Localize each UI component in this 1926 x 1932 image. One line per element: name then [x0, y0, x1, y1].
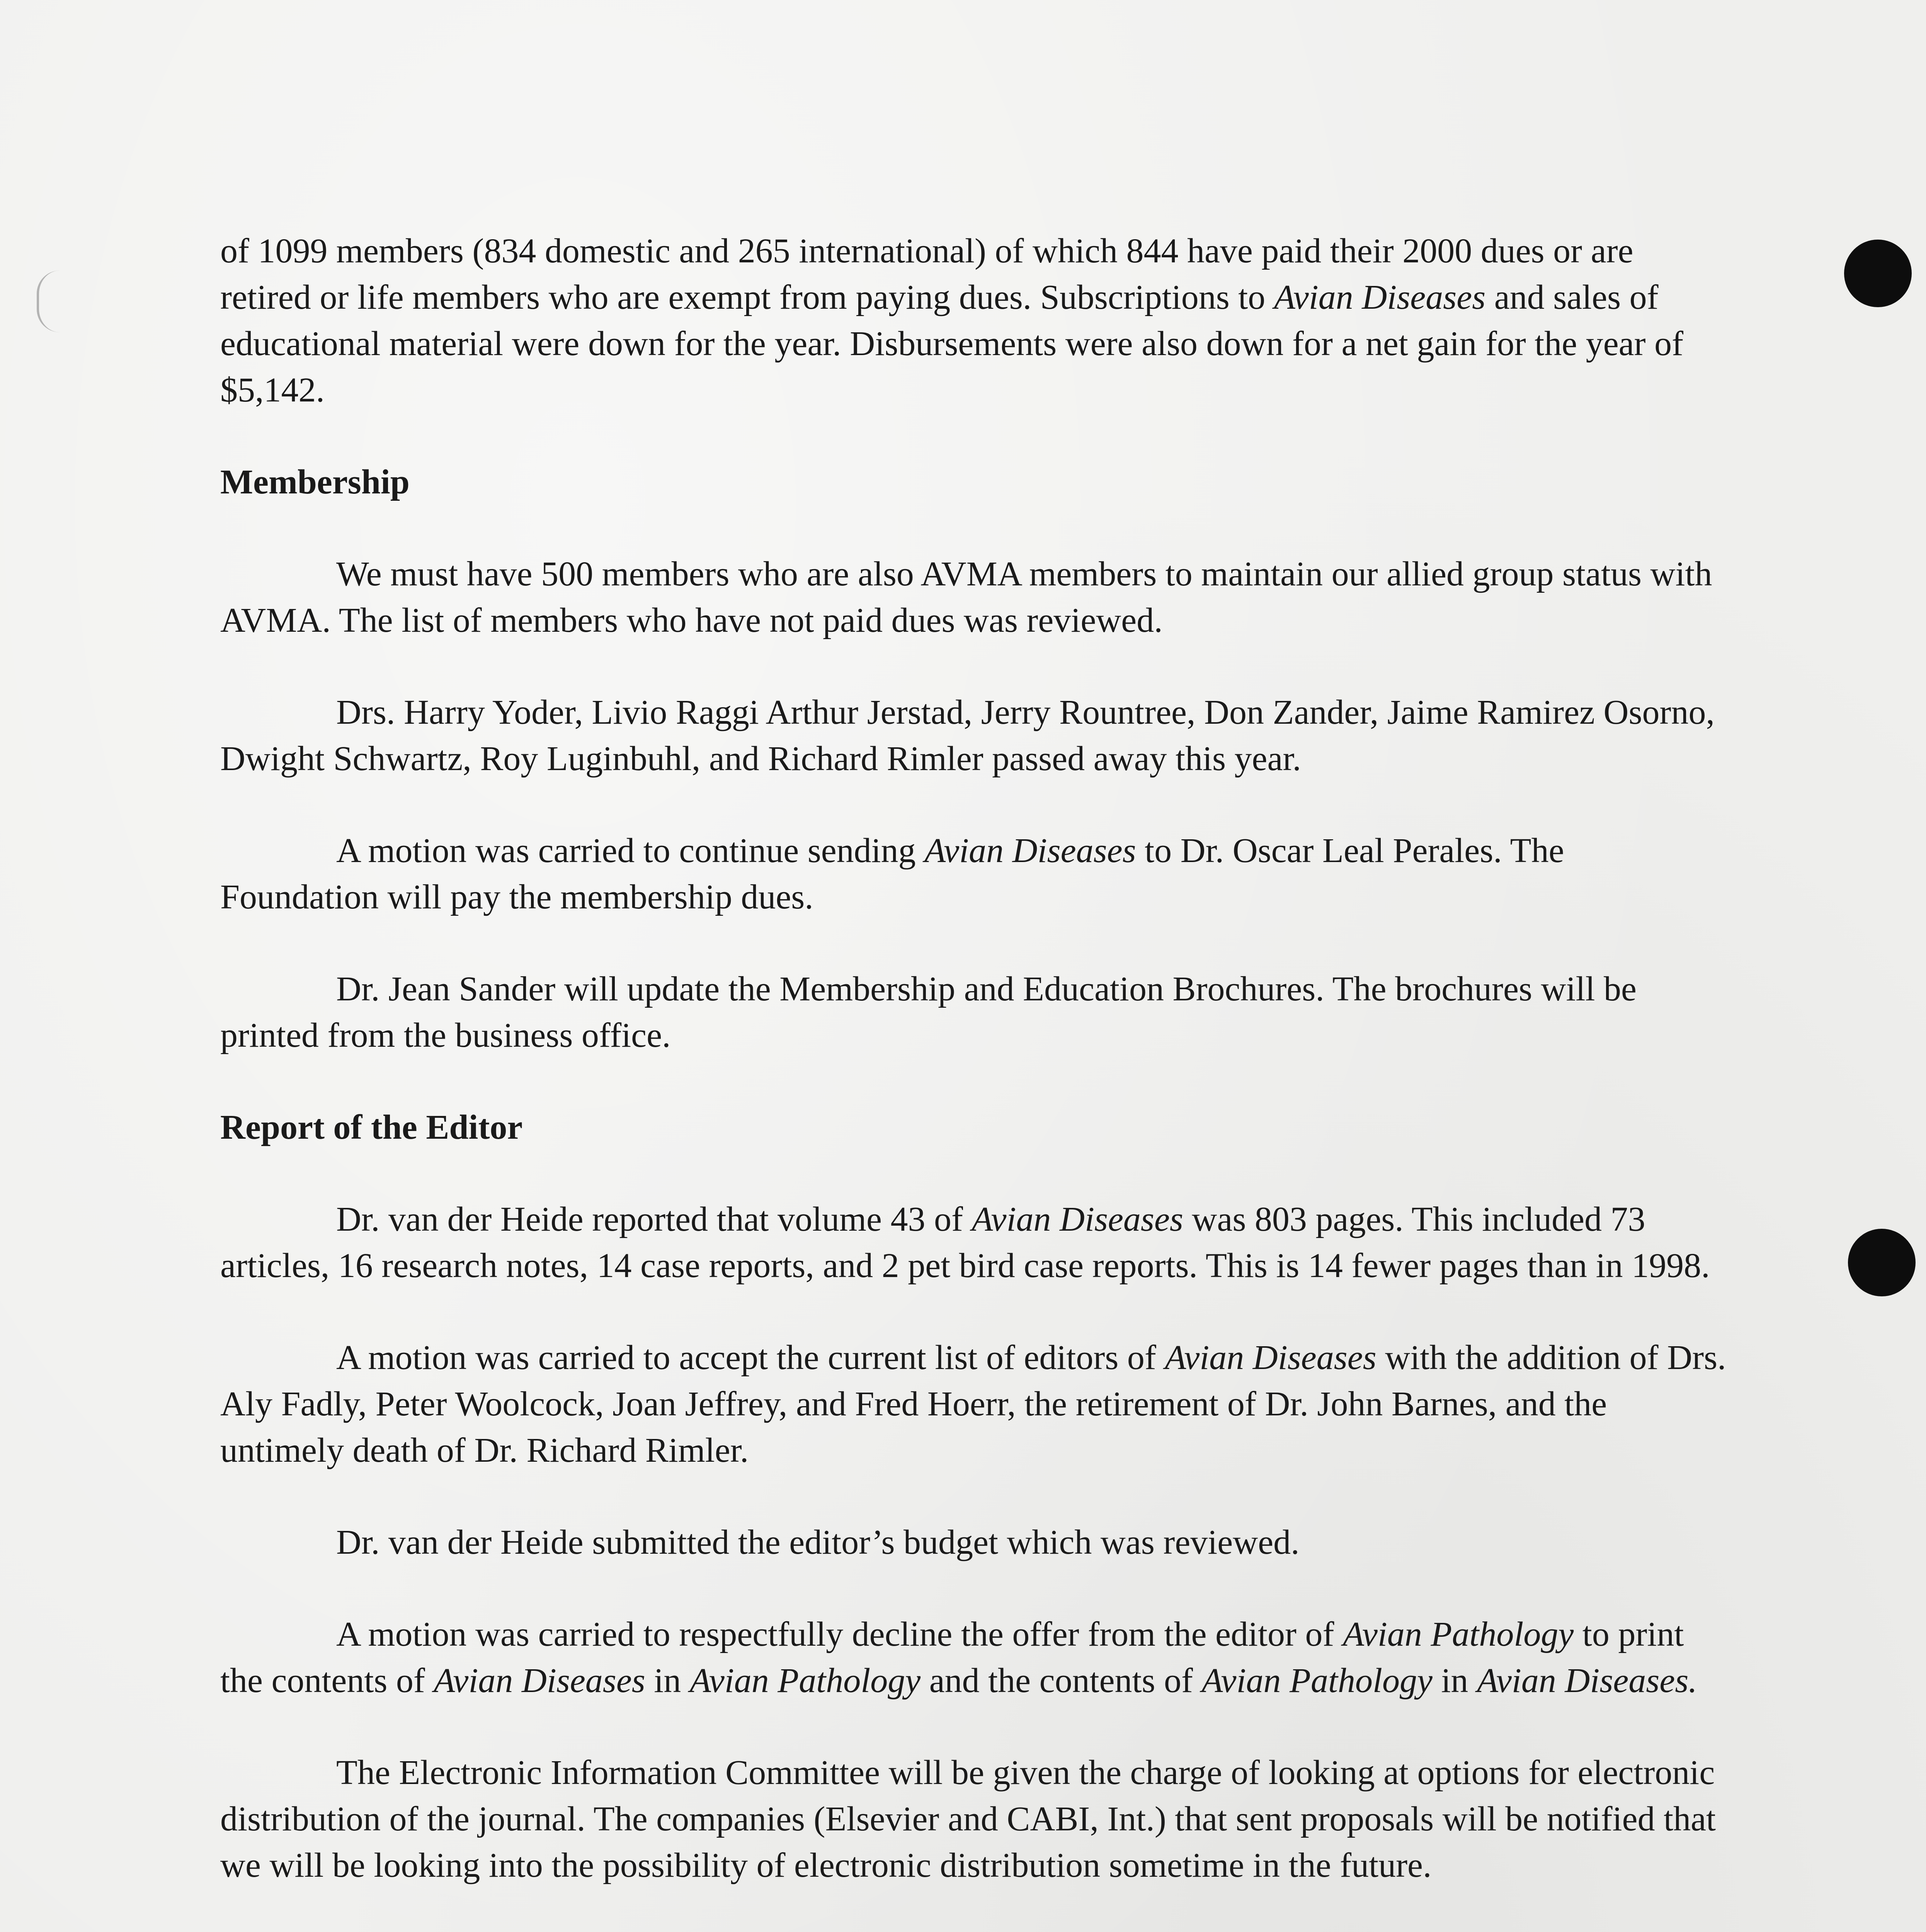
journal-title: Avian Diseases	[1165, 1338, 1376, 1377]
journal-title: Avian Diseases	[972, 1200, 1183, 1238]
paragraph-avian-pathology	[220, 1611, 1727, 1704]
text-run: in	[1432, 1662, 1477, 1700]
punch-hole	[1844, 240, 1912, 307]
section-heading-membership: Membership	[220, 463, 410, 501]
margin-mark	[37, 270, 85, 332]
text-run: in	[645, 1662, 690, 1700]
text-run: A motion was carried to respectfully decline the offer from the editor of	[336, 1615, 1343, 1653]
journal-title: Avian Diseases.	[1477, 1662, 1697, 1700]
text-run: Dr. van der Heide reported that volume 43 of	[336, 1200, 972, 1238]
journal-title: Avian Pathology	[1342, 1615, 1574, 1653]
paragraph-motion-perales	[220, 828, 1727, 920]
paragraph-volume-43	[220, 1196, 1727, 1289]
section-heading-editor: Report of the Editor	[220, 1108, 523, 1146]
text-run: of 1099 members (834 domestic and 265 international) of which 844 have paid their 2000 dues or are retired or life members who are exempt from paying dues. Subscriptions to	[220, 232, 1633, 316]
text-run: A motion was carried to continue sending	[336, 832, 925, 870]
paragraph-avma: We must have 500 members who are also AVMA members to maintain our allied group status with AVMA. The list of members who have not paid dues was reviewed.	[220, 555, 1712, 639]
document-body	[220, 228, 1727, 1932]
text-run: and sales of educational material were down for the year. Disbursements were also down for a net gain for the year of $5,142.	[220, 278, 1684, 409]
journal-title: Avian Pathology	[689, 1662, 921, 1700]
text-run: was 803 pages. This included 73 articles, 16 research notes, 14 case reports, and 2 pet bird case reports. This is 14 fewer pages than in 1998.	[220, 1200, 1710, 1285]
paragraph-editors-list	[220, 1335, 1727, 1474]
punch-hole	[1848, 1229, 1916, 1296]
paragraph-deceased: Drs. Harry Yoder, Livio Raggi Arthur Jerstad, Jerry Rountree, Don Zander, Jaime Ramirez Osorno, Dwight Schwartz, Roy Luginbuhl, and Richard Rimler passed away this year.	[220, 693, 1715, 778]
text-run: and the contents of	[920, 1662, 1202, 1700]
text-run: A motion was carried to accept the current list of editors of	[336, 1338, 1165, 1377]
paragraph-finances	[220, 228, 1727, 413]
paragraph-brochures: Dr. Jean Sander will update the Membership and Education Brochures. The brochures will be printed from the business office.	[220, 970, 1637, 1054]
journal-title: Avian Diseases	[924, 832, 1136, 870]
journal-title: Avian Diseases	[434, 1662, 645, 1700]
journal-title: Avian Pathology	[1201, 1662, 1433, 1700]
journal-title: Avian Diseases	[1274, 278, 1486, 316]
text-run: with the addition of Drs. Aly Fadly, Peter Woolcock, Joan Jeffrey, and Fred Hoerr, the retirement of Dr. John Barnes, and the untimely death of Dr. Richard Rimler.	[220, 1338, 1726, 1469]
text-run: to print the contents of	[220, 1615, 1684, 1700]
text-run: to Dr. Oscar Leal Perales. The Foundation will pay the membership dues.	[220, 832, 1564, 916]
paragraph-electronic-distribution: The Electronic Information Committee will be given the charge of looking at options for electronic distribution of the journal. The companies (Elsevier and CABI, Int.) that sent proposals will be notified that we will be looking into the possibility of electronic distribution sometime in the future.	[220, 1753, 1716, 1884]
paragraph-budget: Dr. van der Heide submitted the editor’s budget which was reviewed.	[336, 1523, 1300, 1561]
